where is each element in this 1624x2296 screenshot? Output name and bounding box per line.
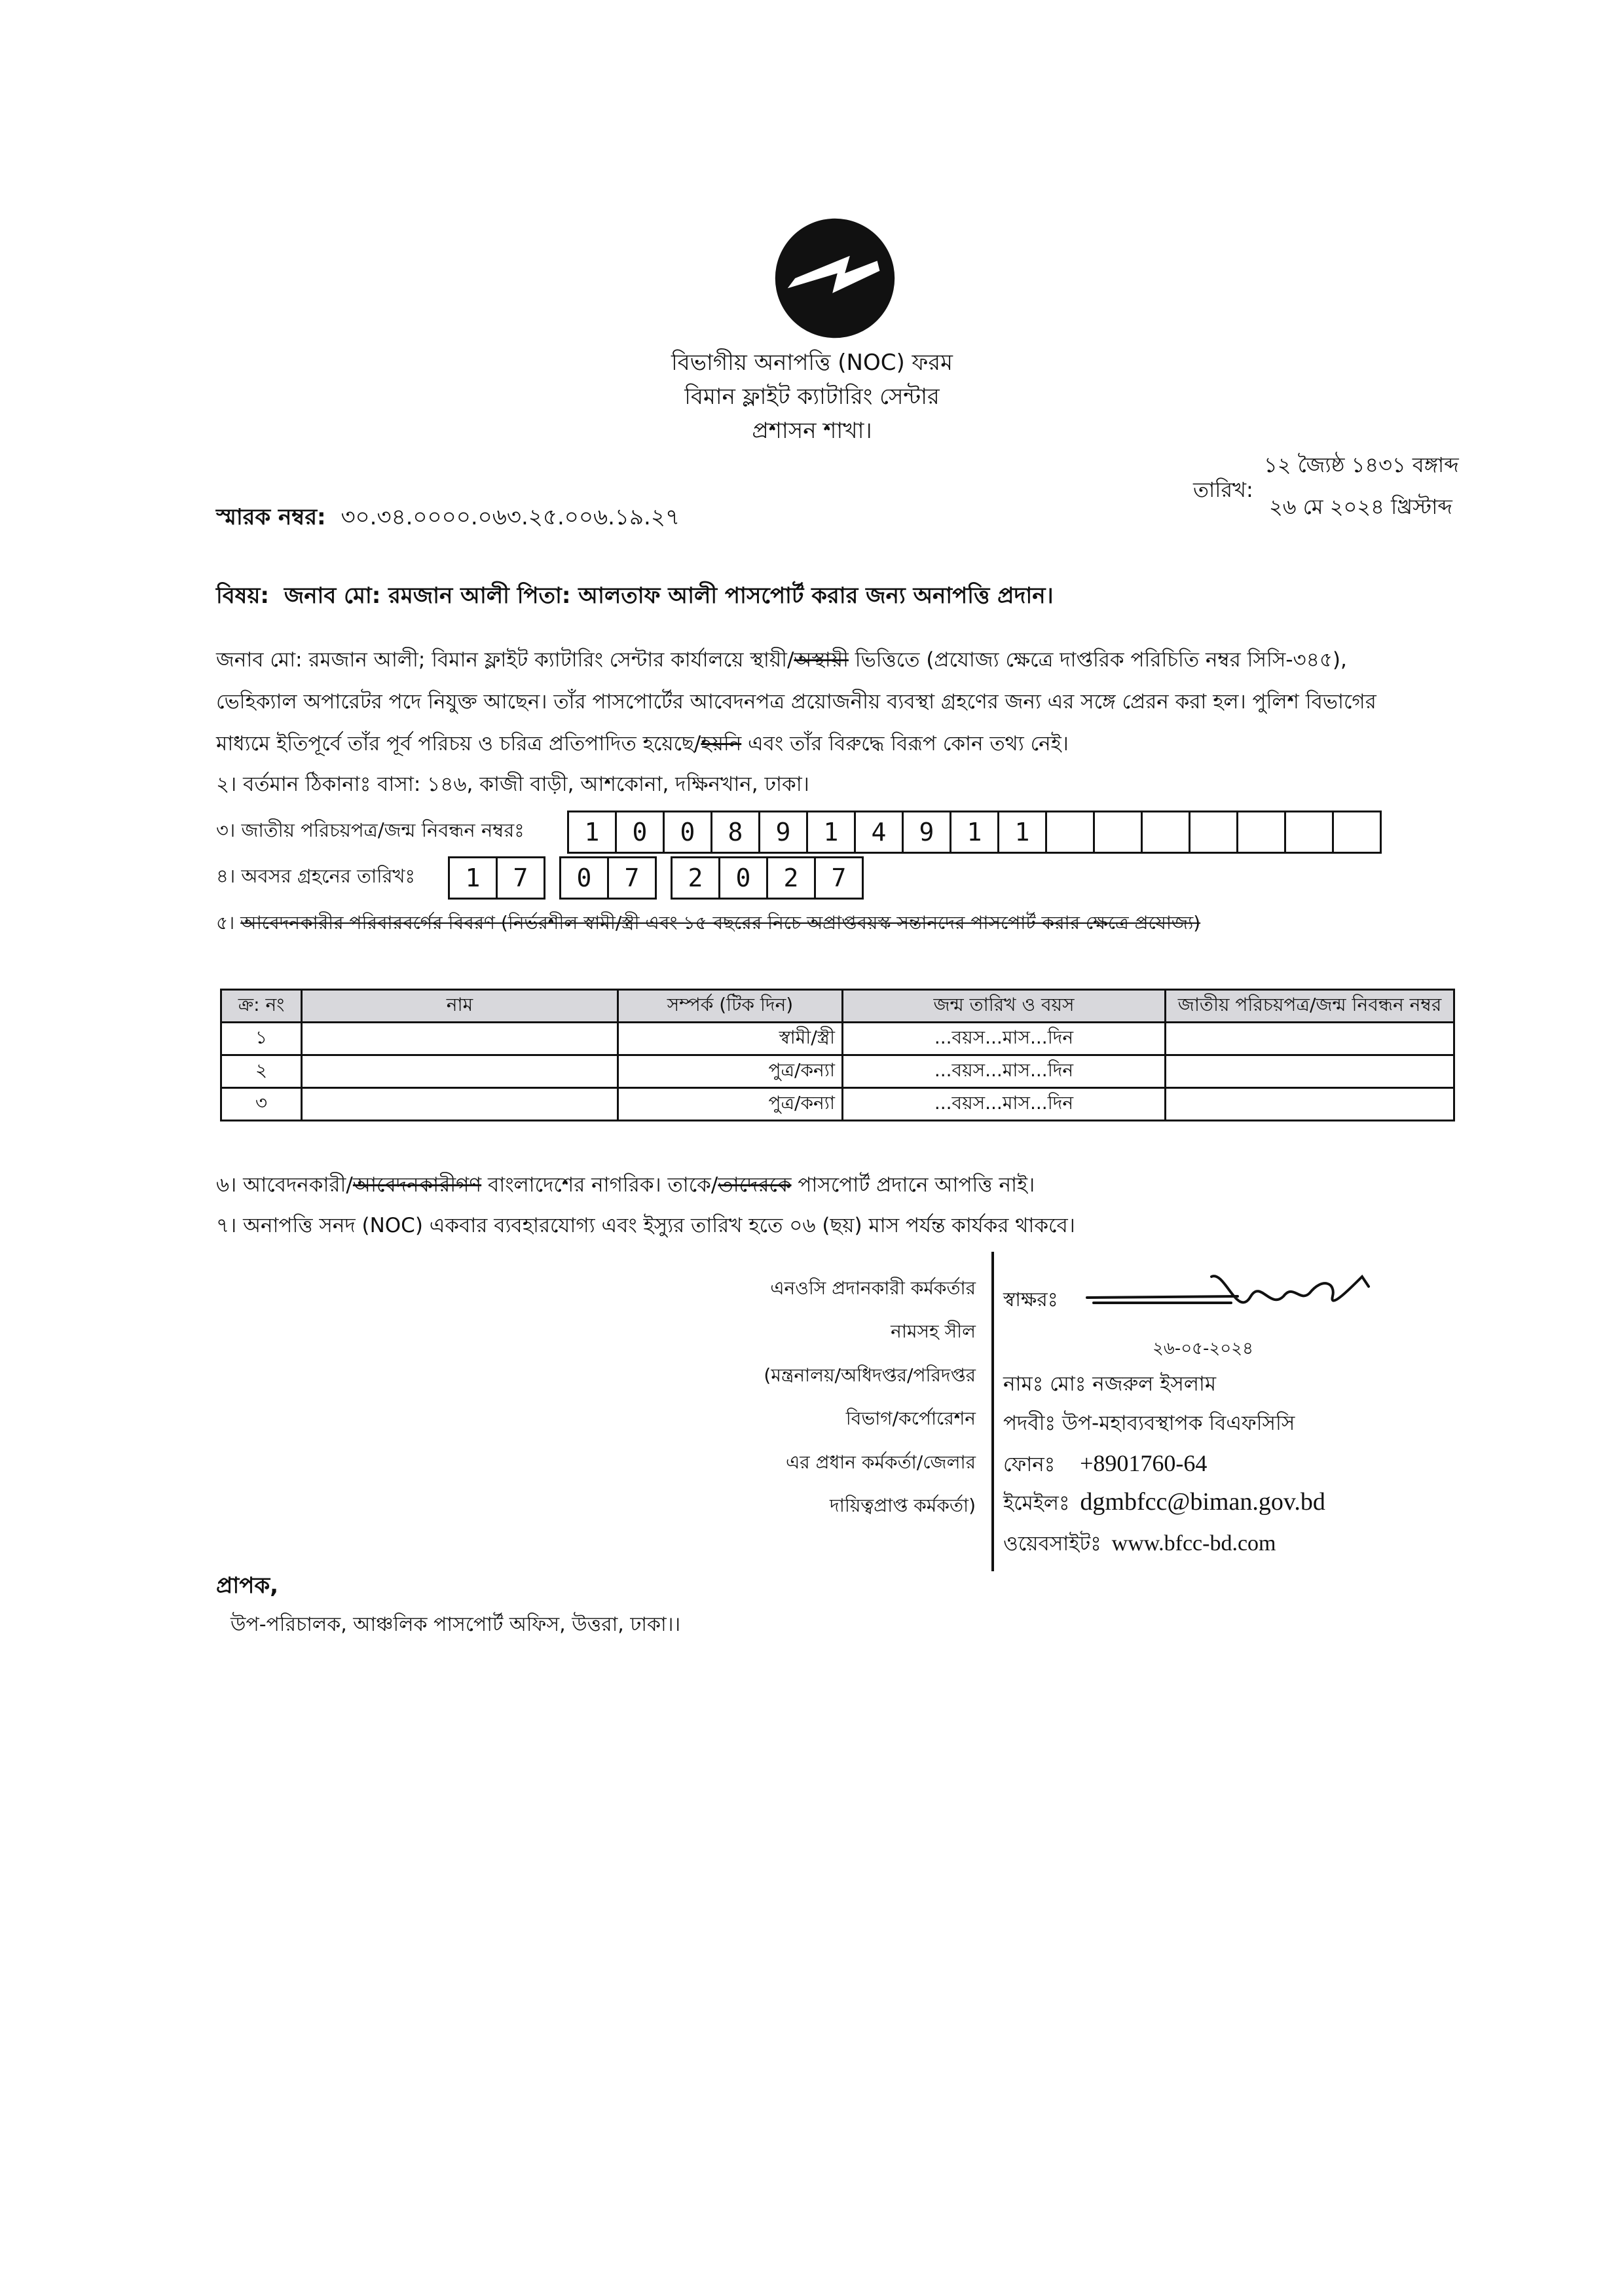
date-gregorian: ২৬ মে ২০২৪ খ্রিস্টাব্দ	[1269, 494, 1452, 519]
table-row: ৩ পুত্র/কন্যা ...বয়স...মাস...দিন	[221, 1088, 1454, 1121]
family-details-heading: ৫। আবেদনকারীর পরিবারবর্গের বিবরণ (নির্ভরশীল স্বামী/স্ত্রী এবং ১৫ বছরের নিচে অপ্রাপ্তবয়স্ক সন্তানদের পাসপোর্ট করার ক্ষেত্রে প্রযোজ্য)	[216, 912, 1201, 934]
officer-left-line: নামসহ সীল	[891, 1321, 976, 1343]
subject-label: বিষয়:	[216, 583, 270, 609]
column-divider	[991, 1252, 994, 1571]
phone-label: ফোনঃ	[1003, 1453, 1056, 1476]
nid-digit-box[interactable]: 4	[854, 811, 904, 854]
subject-text: জনাব মো: রমজান আলী পিতা: আলতাফ আলী পাসপোর্ট করার জন্য অনাপত্তি প্রদান।	[284, 583, 1054, 609]
nid-digit-box[interactable]	[1093, 811, 1143, 854]
officer-left-line: এনওসি প্রদানকারী কর্মকর্তার	[770, 1277, 976, 1299]
recipient-label: প্রাপক,	[216, 1573, 279, 1599]
family-table	[220, 989, 1455, 1121]
nid-digit-box[interactable]	[1045, 811, 1095, 854]
nid-digit-box[interactable]	[1189, 811, 1238, 854]
signature-image	[1074, 1257, 1388, 1329]
nid-digit-box[interactable]: 1	[567, 811, 617, 854]
col-nid: জাতীয় পরিচয়পত্র/জন্ম নিবন্ধন নম্বর	[1166, 990, 1454, 1023]
nid-digit-box[interactable]: 8	[710, 811, 760, 854]
signature-date: ২৬-০৫-২০২৪	[1153, 1339, 1253, 1358]
nid-digit-box[interactable]	[1141, 811, 1190, 854]
date-label: তারিখ:	[1193, 477, 1253, 502]
organization-name: বিমান ফ্লাইট ক্যাটারিং সেন্টার	[684, 384, 940, 410]
date-digit-box[interactable]: 7	[814, 856, 864, 900]
retirement-month	[559, 856, 655, 900]
struck-text: অস্থায়ী	[794, 648, 849, 672]
nid-digit-box[interactable]: 9	[758, 811, 808, 854]
nid-digit-box[interactable]	[1332, 811, 1382, 854]
col-name: নাম	[302, 990, 618, 1023]
phone-value: +8901760-64	[1080, 1450, 1208, 1476]
memo-number	[216, 503, 680, 532]
validity-statement: ৭। অনাপত্তি সনদ (NOC) একবার ব্যবহারযোগ্য এবং ইস্যুর তারিখ হতে ০৬ (ছয়) মাস পর্যন্ত কার্যকর থাকবে।	[216, 1214, 1075, 1237]
email-value: dgmbfcc@biman.gov.bd	[1080, 1488, 1325, 1516]
nid-digit-box[interactable]: 0	[663, 811, 712, 854]
department-name: প্রশাসন শাখা।	[752, 418, 872, 444]
email-label: ইমেইলঃ	[1003, 1491, 1070, 1515]
body-line-1: জনাব মো: রমজান আলী; বিমান ফ্লাইট ক্যাটারিং সেন্টার কার্যালয়ে স্থায়ী/অস্থায়ী ভিত্তিতে (প্রযোজ্য ক্ষেত্রে দাপ্তরিক পরিচিতি নম্বর সিসি-৩৪৫),	[216, 648, 1347, 672]
retirement-date-boxes	[448, 856, 877, 900]
officer-left-line: দায়িত্বপ্রাপ্ত কর্মকর্তা)	[830, 1494, 976, 1516]
memo-value: ৩০.৩৪.০০০০.০৬৩.২৫.০০৬.১৯.২৭	[341, 504, 680, 530]
officer-phone	[1003, 1448, 1207, 1479]
website-label: ওয়েবসাইটঃ	[1003, 1532, 1101, 1556]
table-row: ১ স্বামী/স্ত্রী ...বয়স...মাস...দিন	[221, 1023, 1454, 1055]
memo-label: স্মারক নম্বর:	[216, 504, 326, 530]
recipient-address: উপ-পরিচালক, আঞ্চলিক পাসপোর্ট অফিস, উত্তরা, ঢাকা।।	[231, 1613, 681, 1636]
date-digit-box[interactable]: 0	[718, 856, 768, 900]
date-digit-box[interactable]: 7	[607, 856, 657, 900]
nid-digit-box[interactable]	[1284, 811, 1334, 854]
officer-left-column	[655, 1277, 976, 1518]
nid-digit-box[interactable]	[1236, 811, 1286, 854]
col-birth-age: জন্ম তারিখ ও বয়স	[843, 990, 1166, 1023]
officer-left-line: এর প্রধান কর্মকর্তা/জেলার	[785, 1451, 976, 1473]
table-header-row	[221, 990, 1454, 1023]
present-address: ২। বর্তমান ঠিকানাঃ বাসা: ১৪৬, কাজী বাড়ী, আশকোনা, দক্ষিনখান, ঢাকা।	[216, 773, 809, 796]
col-serial: ক্র: নং	[221, 990, 302, 1023]
body-line-2: ভেহিক্যাল অপারেটর পদে নিযুক্ত আছেন। তাঁর পাসপোর্টের আবেদনপত্র প্রয়োজনীয় ব্যবস্থা গ্রহণের জন্য এর সঙ্গে প্রেরন করা হল। পুলিশ বিভাগের	[216, 690, 1376, 714]
nid-boxes	[567, 811, 1380, 854]
officer-website	[1003, 1529, 1276, 1558]
officer-name: নামঃ মোঃ নজরুল ইসলাম	[1003, 1372, 1217, 1396]
date-digit-box[interactable]: 0	[559, 856, 609, 900]
website-value: www.bfcc-bd.com	[1111, 1531, 1276, 1556]
date-digit-box[interactable]: 7	[496, 856, 545, 900]
biman-logo	[773, 216, 897, 340]
citizenship-statement: ৬। আবেদনকারী/আবেদনকারীগণ বাংলাদেশের নাগরিক। তাকে/তাদেরকে পাসপোর্ট প্রদানে আপত্তি নাই।	[216, 1173, 1035, 1197]
date-bangla: ১২ জ্যৈষ্ঠ ১৪৩১ বঙ্গাব্দ	[1264, 452, 1459, 477]
officer-email	[1003, 1486, 1325, 1518]
date-digit-box[interactable]: 1	[448, 856, 498, 900]
nid-digit-box[interactable]: 1	[997, 811, 1047, 854]
struck-text: তাদেরকে	[718, 1173, 792, 1197]
body-line-3: মাধ্যমে ইতিপূর্বে তাঁর পূর্ব পরিচয় ও চরিত্র প্রতিপাদিত হয়েছে/হয়নি এবং তাঁর বিরুদ্ধে বিরূপ কোন তথ্য নেই।	[216, 732, 1069, 756]
subject-line	[216, 581, 1054, 610]
signature-label: স্বাক্ষরঃ	[1003, 1288, 1058, 1311]
retirement-day	[448, 856, 544, 900]
struck-text: হয়নি	[701, 732, 742, 756]
nid-digit-box[interactable]: 0	[615, 811, 665, 854]
nid-digit-box[interactable]: 1	[950, 811, 999, 854]
officer-left-line: (মন্ত্রনালয়/অধিদপ্তর/পরিদপ্তর	[764, 1364, 976, 1386]
retirement-label: ৪। অবসর গ্রহনের তারিখঃ	[216, 865, 416, 887]
date-digit-box[interactable]: 2	[671, 856, 720, 900]
date-digit-box[interactable]: 2	[766, 856, 816, 900]
retirement-year	[671, 856, 862, 900]
nid-digit-box[interactable]: 9	[902, 811, 951, 854]
officer-left-line: বিভাগ/কর্পোরেশন	[845, 1408, 976, 1430]
struck-text: আবেদনকারীগণ	[352, 1173, 482, 1197]
nid-digit-box[interactable]: 1	[806, 811, 856, 854]
officer-designation: পদবীঃ উপ-মহাব্যবস্থাপক বিএফসিসি	[1003, 1412, 1295, 1435]
struck-text: আবেদনকারীর পরিবারবর্গের বিবরণ (নির্ভরশীল স্বামী/স্ত্রী এবং ১৫ বছরের নিচে অপ্রাপ্তবয়স্ক সন্তানদের পাসপোর্ট করার ক্ষেত্রে প্রযোজ্য)	[240, 912, 1201, 934]
form-title: বিভাগীয় অনাপত্তি (NOC) ফরম	[671, 350, 953, 376]
nid-label: ৩। জাতীয় পরিচয়পত্র/জন্ম নিবন্ধন নম্বরঃ	[216, 819, 525, 841]
col-relation: সম্পর্ক (টিক দিন)	[618, 990, 843, 1023]
table-row: ২ পুত্র/কন্যা ...বয়স...মাস...দিন	[221, 1055, 1454, 1088]
